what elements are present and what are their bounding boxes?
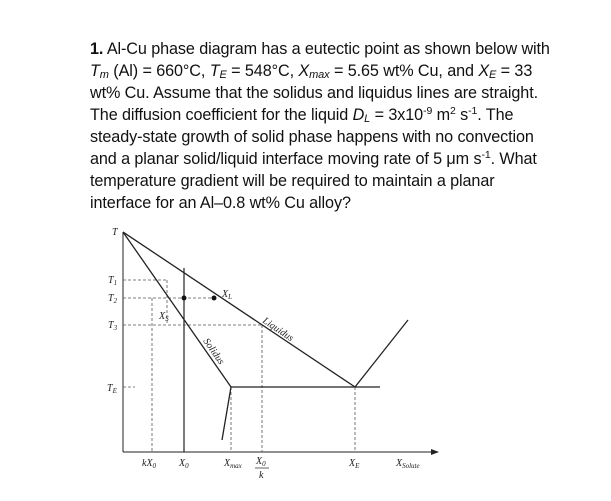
dl-unit-m-exponent: 2 [450,105,456,117]
x-axis-label: $X_{Solute}$ [396,458,420,470]
solvus-line [222,387,231,440]
te-subscript: E [219,69,227,81]
right-liquidus-line [355,320,408,387]
xmax-subscript: max [309,69,330,81]
xl-label: $X_L$ [222,289,233,301]
x0-label: $X_0$ [179,458,189,470]
question-number: 1. [90,40,104,58]
dl-unit-m: m [436,106,450,124]
xe-symbol: X [478,62,490,80]
line4-end: . The [477,106,514,124]
tm-symbol: T [90,62,100,80]
dl-symbol: D [352,106,365,124]
te-value: = 548°C, [231,62,294,80]
te-label: $T_E$ [107,383,117,395]
solidus-label: Solidus [200,336,227,367]
dl-unit-s-exponent: -1 [468,105,478,117]
y-axis-label: T [112,227,118,238]
te-symbol: T [209,62,220,80]
xmax-label: $X_{max}$ [224,458,242,470]
question-intro: Al-Cu phase diagram has a eutectic point as shown below with [106,40,550,58]
xmax-value: = 5.65 wt% Cu, and [333,62,474,80]
liquidus-line [123,232,355,387]
dl-unit-s: s [460,106,469,124]
xmax-symbol: X [298,62,310,80]
xe-label: $X_E$ [349,458,360,470]
tm-subscript: m [99,69,109,81]
svg-text:X0: $X_0$ [256,456,266,468]
xe-subscript: E [489,69,497,81]
dl-value: = 3x10 [374,106,424,124]
question-line-7: temperature gradient will be required to maintain a planar [90,172,495,190]
question-line-5: steady-state growth of solid phase happens with no convection [90,128,534,146]
question-line-3: wt% Cu. Assume that the solidus and liquidus lines are straight. [90,84,538,102]
solidus-line [123,232,231,387]
xs-point [182,296,187,301]
line6-end: . What [490,150,537,168]
t2-label: $T_2$ [108,293,118,305]
t3-label: $T_3$ [108,320,118,332]
xs-label: $X_S$ [159,311,169,323]
svg-text:k: k [259,470,264,481]
dl-subscript: L [364,113,371,125]
liquidus-label: Liquidus [260,315,296,345]
tm-value: (Al) = 660°C, [113,62,206,80]
xe-value: = 33 [500,62,533,80]
xl-point [212,296,217,301]
dl-exponent: -9 [423,105,433,117]
rate-text: and a planar solid/liquid interface moving rate of 5 μm s [90,150,482,168]
kx0-label: $kX_0$ [142,458,157,470]
rate-exponent: -1 [481,149,491,161]
x0-over-k-label [255,456,269,481]
t1-label: $T_1$ [108,275,118,287]
diffusion-text: The diffusion coefficient for the liquid [90,106,349,124]
temperature-guides [123,280,262,387]
question-line-8: interface for an Al–0.8 wt% Cu alloy? [90,194,351,212]
